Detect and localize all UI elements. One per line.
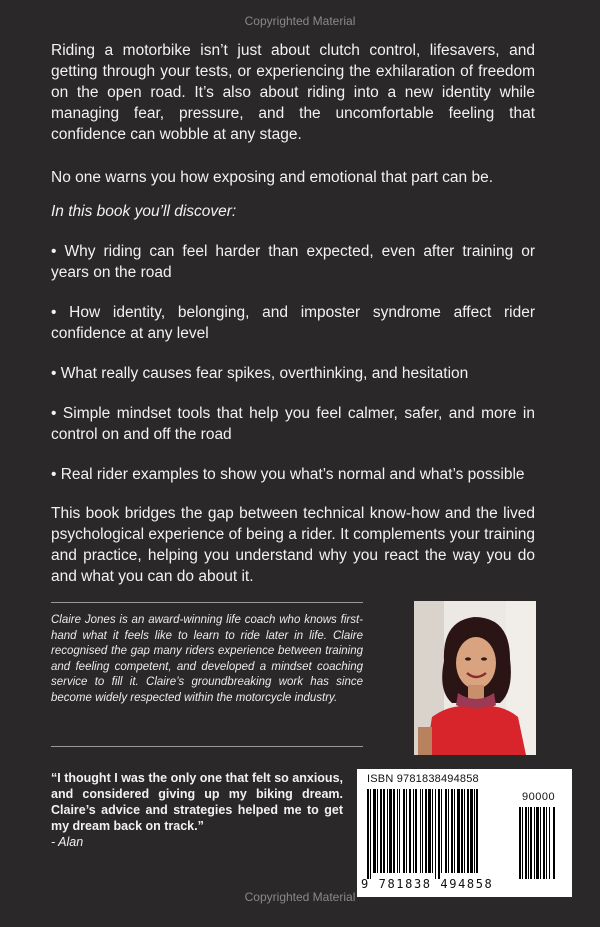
barcode-addon-bar xyxy=(530,807,532,879)
bullet-item: • Why riding can feel harder than expected, even after training or years on the road xyxy=(51,243,535,281)
barcode-bar xyxy=(470,789,473,873)
barcode-bar xyxy=(435,789,436,879)
barcode-addon-bar xyxy=(522,807,523,879)
barcode-bar xyxy=(425,789,427,873)
barcode-bar xyxy=(413,789,414,873)
barcode-bar xyxy=(448,789,449,873)
barcode-addon-bar xyxy=(525,807,527,879)
barcode-bar xyxy=(432,789,433,873)
barcode-bar xyxy=(415,789,417,873)
barcode-bar xyxy=(476,789,478,873)
author-bio: Claire Jones is an award-winning life coach who knows first-hand what it feels like to learn to ride later in life. Claire recognised the gap many riders experience between training and feeling competent, and developed a mindset coaching service to fill it. Claire’s groundbreaking work has since become widely respected within the motorcycle industry. xyxy=(51,614,363,704)
bullet-item: • Simple mindset tools that help you feel calmer, safer, and more in control on and off the road xyxy=(51,405,535,443)
barcode-bar xyxy=(441,789,442,873)
watermark-top: Copyrighted Material xyxy=(244,14,356,28)
barcode-bar xyxy=(420,789,421,873)
barcode-bar xyxy=(428,789,431,873)
intro-paragraph: Riding a motorbike isn’t just about clutch control, lifesavers, and getting through your tests, or experiencing the exhilaration of freedom on the open road. It’s also about riding into a new identity while managing fear, pressure, and the uncomfortable feeling that confidence can wobble at any stage. xyxy=(51,42,535,143)
barcode-bar xyxy=(383,789,385,873)
barcode-bar xyxy=(399,789,400,873)
barcode-bar xyxy=(393,789,395,873)
barcode-bar xyxy=(373,789,376,873)
divider-top xyxy=(51,602,363,603)
barcode-bar xyxy=(445,789,447,873)
barcode-bar xyxy=(451,789,453,873)
barcode-bar xyxy=(387,789,388,873)
price-code: 90000 xyxy=(522,791,556,803)
testimonial-text: “I thought I was the only one that felt so anxious, and considered giving up my biking dream. Claire’s advice and strategies helped me to get my dream back on track.” xyxy=(51,771,343,833)
barcode-bar xyxy=(406,789,407,873)
barcode-bar xyxy=(409,789,411,873)
isbn-barcode xyxy=(357,769,572,897)
barcode-bar xyxy=(461,789,463,873)
barcode-bar xyxy=(389,789,392,873)
barcode-addon-bar xyxy=(528,807,529,879)
barcode-addon-bar xyxy=(534,807,535,879)
barcode-bar xyxy=(467,789,469,873)
barcode-bar xyxy=(457,789,460,873)
barcode-addon-bar xyxy=(546,807,547,879)
barcode-addon-bar xyxy=(543,807,545,879)
author-portrait xyxy=(414,601,536,755)
divider-bottom xyxy=(51,746,363,747)
barcode-bar xyxy=(380,789,382,873)
barcode-bar xyxy=(438,789,440,879)
barcode-bar xyxy=(367,789,369,879)
barcode-addon-bar xyxy=(540,807,541,879)
watermark-bottom: Copyrighted Material xyxy=(244,890,356,904)
barcode-bar xyxy=(370,789,371,879)
bullet-item: • Real rider examples to show you what’s normal and what’s possible xyxy=(51,466,525,483)
barcode-addon-bar xyxy=(519,807,521,879)
bullet-item: • What really causes fear spikes, overthinking, and hesitation xyxy=(51,365,469,382)
barcode-addon-bar xyxy=(549,807,550,879)
barcode-bar xyxy=(474,789,475,873)
barcode-bar xyxy=(403,789,405,873)
author-photo xyxy=(414,601,536,755)
barcode-addon-bar xyxy=(553,807,555,879)
isbn-label: ISBN 9781838494858 xyxy=(367,773,479,785)
back-cover-copy xyxy=(51,40,535,587)
discover-lead: In this book you’ll discover: xyxy=(51,203,237,220)
warning-paragraph: No one warns you how exposing and emotional that part can be. xyxy=(51,169,494,186)
barcode-bar xyxy=(454,789,455,873)
barcode-bar xyxy=(397,789,398,873)
testimonial-quote xyxy=(51,770,343,850)
testimonial-author: - Alan xyxy=(51,835,84,849)
outro-paragraph: This book bridges the gap between technical know-how and the lived psychological experience of being a rider. It complements your training and practice, helping you understand why you react the way you do and what you can do about it. xyxy=(51,505,535,585)
barcode-digits: 9 781838 494858 xyxy=(361,877,494,891)
barcode-addon-bar xyxy=(536,807,539,879)
barcode-bar xyxy=(464,789,465,873)
bullet-item: • How identity, belonging, and imposter syndrome affect rider confidence at any level xyxy=(51,304,535,342)
barcode-bar xyxy=(377,789,378,873)
barcode-bar xyxy=(422,789,423,873)
